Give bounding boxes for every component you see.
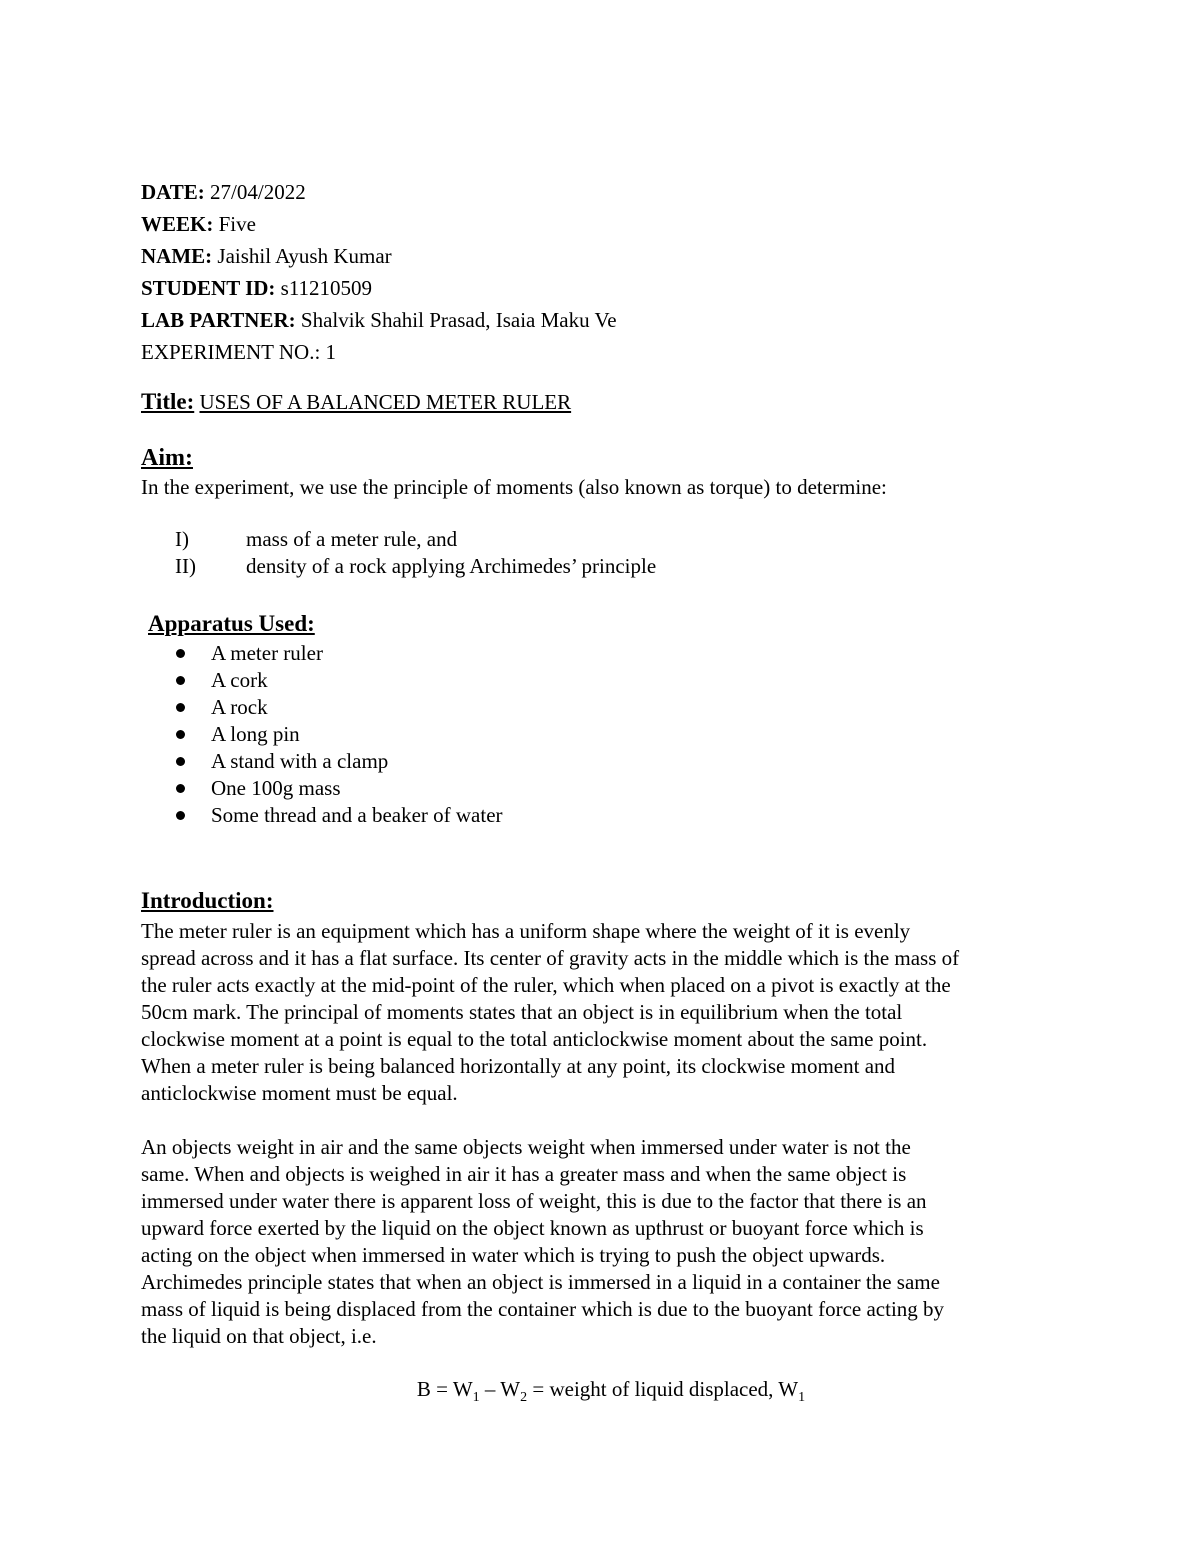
introduction-block xyxy=(141,884,1081,1350)
list-item: A stand with a clamp xyxy=(141,748,1081,775)
week-label: WEEK: xyxy=(141,212,214,236)
aim-text: In the experiment, we use the principle of moments (also known as torque) to determine: xyxy=(141,475,887,499)
paragraph-line: The meter ruler is an equipment which has a uniform shape where the weight of it is evenly xyxy=(141,919,911,943)
list-item: One 100g mass xyxy=(141,775,1081,802)
list-item: I) mass of a meter rule, and xyxy=(175,527,458,551)
list-item: II) density of a rock applying Archimedes’ principle xyxy=(175,554,657,578)
paragraph-line: An objects weight in air and the same objects weight when immersed under water is not the xyxy=(141,1135,911,1159)
paragraph-line: same. When and objects is weighed in air it has a greater mass and when the same object is xyxy=(141,1162,907,1186)
paragraph-line: the ruler acts exactly at the mid-point of the ruler, which when placed on a pivot is exactly at the xyxy=(141,973,951,997)
title-value: USES OF A BALANCED METER RULER xyxy=(199,390,572,414)
list-item: A meter ruler xyxy=(141,640,1081,667)
title-label: Title: xyxy=(141,389,195,414)
bullet-icon xyxy=(176,784,185,793)
bullet-list xyxy=(141,640,1081,829)
list-item: A long pin xyxy=(141,721,1081,748)
bullet-icon xyxy=(176,649,185,658)
paragraph-line: spread across and it has a flat surface. Its center of gravity acts in the middle which is the mass of xyxy=(141,946,960,970)
bullet-icon xyxy=(176,757,185,766)
apparatus-block xyxy=(148,608,1088,640)
name-label: NAME: xyxy=(141,244,213,268)
header-block xyxy=(141,176,1081,368)
paragraph-line: When a meter ruler is being balanced horizontally at any point, its clockwise moment and xyxy=(141,1054,896,1078)
lab-partner-value: Shalvik Shahil Prasad, Isaia Maku Ve xyxy=(300,308,617,332)
roman-list xyxy=(141,526,1081,580)
paragraph-line: anticlockwise moment must be equal. xyxy=(141,1081,458,1105)
date-value: 27/04/2022 xyxy=(210,180,306,204)
paragraph-line: upward force exerted by the liquid on the object known as upthrust or buoyant force which is xyxy=(141,1216,924,1240)
student-id-line xyxy=(141,272,1081,304)
paragraph-line: the liquid on that object, i.e. xyxy=(141,1324,377,1348)
title-block xyxy=(141,386,1081,418)
apparatus-list xyxy=(141,640,1081,829)
paragraph-line: acting on the object when immersed in water which is trying to push the object upwards. xyxy=(141,1243,886,1267)
date-label: DATE: xyxy=(141,180,205,204)
student-id-value: s11210509 xyxy=(280,276,373,300)
bullet-icon xyxy=(176,703,185,712)
list-item: A cork xyxy=(141,667,1081,694)
paragraph-line: clockwise moment at a point is equal to the total anticlockwise moment about the same point. xyxy=(141,1027,928,1051)
buoyancy-equation: $B = W_1 - W_2$ = weight of liquid displaced, $W_1$ xyxy=(416,1377,806,1406)
week-line xyxy=(141,208,1081,240)
name-value: Jaishil Ayush Kumar xyxy=(217,244,392,268)
lab-partner-line xyxy=(141,304,1081,336)
paragraph-line: 50cm mark. The principal of moments states that an object is in equilibrium when the total xyxy=(141,1000,903,1024)
student-id-label: STUDENT ID: xyxy=(141,276,276,300)
bullet-icon xyxy=(176,730,185,739)
paragraph-line: mass of liquid is being displaced from the container which is due to the buoyant force acting by xyxy=(141,1297,945,1321)
lab-partner-label: LAB PARTNER: xyxy=(141,308,296,332)
paragraph-line: immersed under water there is apparent loss of weight, this is due to the factor that there is an xyxy=(141,1189,927,1213)
aim-block xyxy=(141,442,1081,500)
paragraph-line: Archimedes principle states that when an object is immersed in a liquid in a container the same xyxy=(141,1270,940,1294)
title-line xyxy=(141,386,1081,418)
week-value: Five xyxy=(218,212,256,236)
name-line xyxy=(141,240,1081,272)
apparatus-heading: Apparatus Used: xyxy=(148,611,315,636)
introduction-heading: Introduction: xyxy=(141,888,274,913)
experiment-no-line: EXPERIMENT NO.: 1 xyxy=(141,340,337,364)
bullet-icon xyxy=(176,811,185,820)
list-item: Some thread and a beaker of water xyxy=(141,802,1081,829)
aim-heading: Aim: xyxy=(141,445,193,471)
introduction-paragraph-2 xyxy=(141,1134,1081,1350)
list-item: A rock xyxy=(141,694,1081,721)
introduction-paragraph-1 xyxy=(141,918,1081,1107)
date-line xyxy=(141,176,1081,208)
bullet-icon xyxy=(176,676,185,685)
